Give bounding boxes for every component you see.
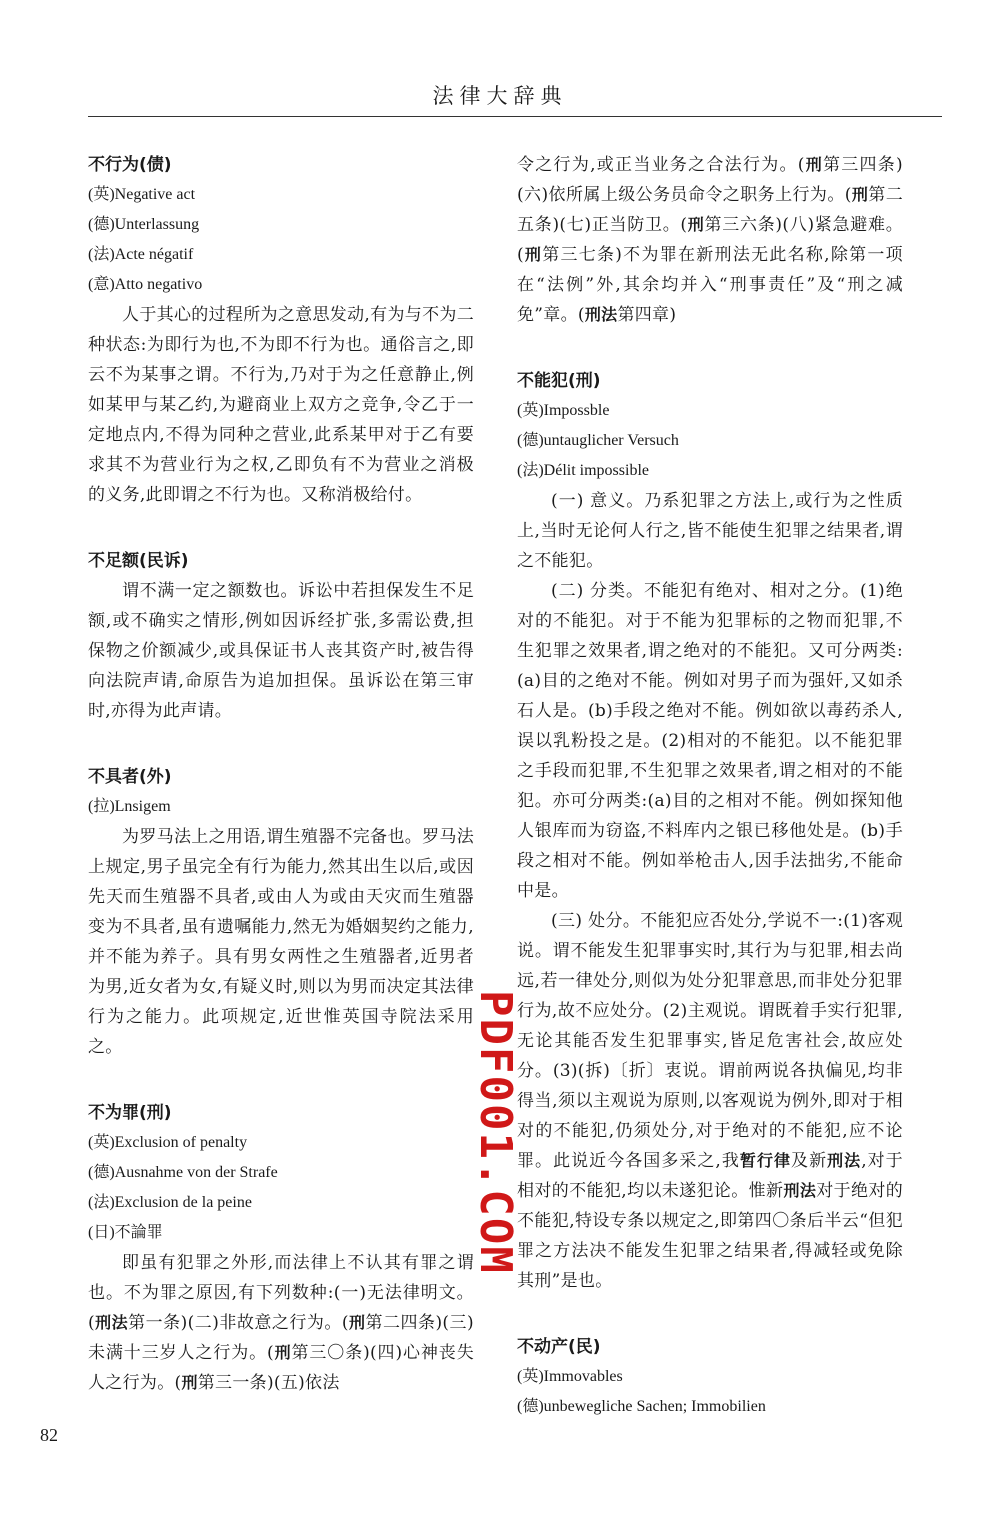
definition-disposition <box>517 906 903 1296</box>
entry-buzue <box>88 546 474 726</box>
entry-buweizui-continued <box>517 150 903 330</box>
entry-term: 不动产(民) <box>517 1337 601 1357</box>
definition-continued <box>517 150 903 330</box>
law-reference: 刑 <box>851 185 869 204</box>
translation-it: (意)Atto negativo <box>88 276 203 293</box>
translation-fr: (法)Acte négatif <box>88 246 194 263</box>
entry-budongchan <box>517 1332 903 1422</box>
text-run: (三) 处分。不能犯应否处分,学说不一:(1)客观说。谓不能发生犯罪事实时,其行为与犯罪,相去尚远,若一律处分,则似为处分犯罪意思,而非处分犯罪行为,故不应处分。(2)主观说。谓既着手实行犯罪,无论其能否发生犯罪事实,皆足危害社会,故应处分。(3)(拆)〔折〕衷说。谓前两说各执偏见,均非得当,须以主观说为原则,以客观说为例外,即对于相对的不能犯,仍须处分,对于绝对的不能犯,应不论罪。此说近今各国多采之,我 <box>517 911 903 1171</box>
definition: 人于其心的过程所为之意思发动,有为与不为二种状态:为即行为也,不为即不行为也。通俗言之,即云不为某事之谓。不行为,乃对于为之任意静止,例如某甲与某乙约,为避商业上双方之竞争,令乙于一定地点内,不得为同种之营业,此系某甲对于乙有要求其不为营业行为之权,乙即负有不为营业之消极的义务,此即谓之不行为也。又称消极给付。 <box>88 305 474 505</box>
entry-buxingwei <box>88 150 474 510</box>
entry-term: 不为罪(刑) <box>88 1103 172 1123</box>
translation-en: (英)Exclusion of penalty <box>88 1134 248 1151</box>
text-run: 第三六条)(八)紧急避难。( <box>517 215 903 265</box>
page-number: 82 <box>40 1425 58 1445</box>
page-header-title: 法律大辞典 <box>432 84 568 108</box>
entry-term: 不足额(民诉) <box>88 551 189 571</box>
text-run: 第三四条)(六)依所属上级公务员命令之职务上行为。( <box>517 155 903 205</box>
definition-classification: (二) 分类。不能犯有绝对、相对之分。(1)绝对的不能犯。对于不能为犯罪标的之物而犯罪,不生犯罪之效果者,谓之绝对的不能犯。又可分两类:(a)目的之绝对不能。例如对男子而为强奸,又如杀石人是。(b)手段之绝对不能。例如欲以毒药杀人,误以乳粉投之是。(2)相对的不能犯。以不能犯罪之手段而犯罪,不生犯罪之效果者,谓之相对的不能犯。亦可分两类:(a)目的之相对不能。例如探知他人银库而为窃盗,不料库内之银已移他处是。(b)手段之相对不能。例如举枪击人,因手法拙劣,不能命中是。 <box>517 581 903 901</box>
law-reference: 刑 <box>687 215 705 234</box>
right-column <box>517 150 903 1422</box>
text-run: 第三七条)不为罪在新刑法无此名称,除第一项在“法例”外,其余均并入“刑事责任”及“刑之减免”章。( <box>517 245 903 325</box>
translation-fr: (法)Exclusion de la peine <box>88 1194 252 1211</box>
law-reference: 刑 <box>348 1313 366 1332</box>
translation-en: (英)Impossble <box>517 402 610 419</box>
entry-term: 不行为(债) <box>88 155 172 175</box>
entry-bunengfan <box>517 366 903 1296</box>
law-reference: 刑法 <box>584 305 618 324</box>
law-reference: 刑法 <box>94 1313 129 1332</box>
text-run: 及新 <box>791 1151 828 1171</box>
text-run: 对于绝对的不能犯,特设专条以规定之,即第四〇条后半云“但犯罪之方法决不能发生犯罪之结果者,得减轻或免除其刑”是也。 <box>517 1181 904 1291</box>
header-rule <box>88 116 942 117</box>
translation-en: (英)Negative act <box>88 186 196 203</box>
text-run: 第四章) <box>617 305 677 325</box>
definition: 为罗马法上之用语,谓生殖器不完备也。罗马法上规定,男子虽完全有行为能力,然其出生以后,或因先天而生殖器不具者,或由人为或由天灾而生殖器变为不具者,虽有遗嘱能力,然无为婚姻契约之能力,并不能为养子。具有男女两性之生殖器者,近男者为男,近女者为女,有疑义时,则以为男而决定其法律行为之能力。此项规定,近世惟英国寺院法采用之。 <box>88 827 474 1057</box>
law-reference: 刑法 <box>783 1181 817 1200</box>
text-run: ,对于相对的不能犯,均以未遂犯论。惟新 <box>517 1151 903 1201</box>
law-reference: 刑 <box>804 155 823 174</box>
text-run: 第二四条)(三)未满十三岁人之行为。( <box>88 1313 474 1363</box>
text-run: 第二五条)(七)正当防卫。( <box>517 185 903 235</box>
text-run: 第三一条)(五)依法 <box>197 1373 340 1393</box>
law-reference: 刑 <box>273 1343 292 1362</box>
law-reference: 刑 <box>181 1373 198 1392</box>
left-column <box>88 150 474 1398</box>
translation-en: (英)Immovables <box>517 1368 623 1385</box>
text-run: 令之行为,或正当业务之合法行为。( <box>517 155 805 175</box>
text-run: 即虽有犯罪之外形,而法律上不认其有罪之谓也。不为罪之原因,有下列数种:(一)无法律明文。( <box>88 1253 474 1333</box>
law-reference: 暂行律 <box>739 1151 792 1170</box>
translation-de: (德)untauglicher Versuch <box>517 432 679 449</box>
law-reference: 刑 <box>523 245 543 264</box>
text-run: 第一条)(二)非故意之行为。( <box>128 1313 349 1333</box>
entry-term: 不能犯(刑) <box>517 371 601 391</box>
watermark: PDF001.COM <box>470 990 521 1275</box>
definition <box>88 1248 474 1398</box>
law-reference: 刑法 <box>827 1151 862 1170</box>
entry-buweizui <box>88 1098 474 1398</box>
translation-de: (德)unbewegliche Sachen; Immobilien <box>517 1398 766 1415</box>
definition: 谓不满一定之额数也。诉讼中若担保发生不足额,或不确实之情形,例如因诉经扩张,多需讼费,担保物之价额减少,或具保证书人丧其资产时,被告得向法院声请,命原告为追加担保。虽诉讼在第三审时,亦得为此声请。 <box>88 581 474 721</box>
entry-term: 不具者(外) <box>88 767 172 787</box>
translation-de: (德)Unterlassung <box>88 216 200 233</box>
definition-meaning: (一) 意义。乃系犯罪之方法上,或行为之性质上,当时无论何人行之,皆不能使生犯罪之结果者,谓之不能犯。 <box>517 491 903 571</box>
text-run: 第三〇条)(四)心神丧失人之行为。( <box>88 1343 475 1393</box>
translation-ja: (日)不論罪 <box>88 1224 163 1241</box>
translation-la: (拉)Lnsigem <box>88 798 171 815</box>
entry-bujuzhe <box>88 762 474 1062</box>
translation-fr: (法)Délit impossible <box>517 462 649 479</box>
translation-de: (德)Ausnahme von der Strafe <box>88 1164 278 1181</box>
